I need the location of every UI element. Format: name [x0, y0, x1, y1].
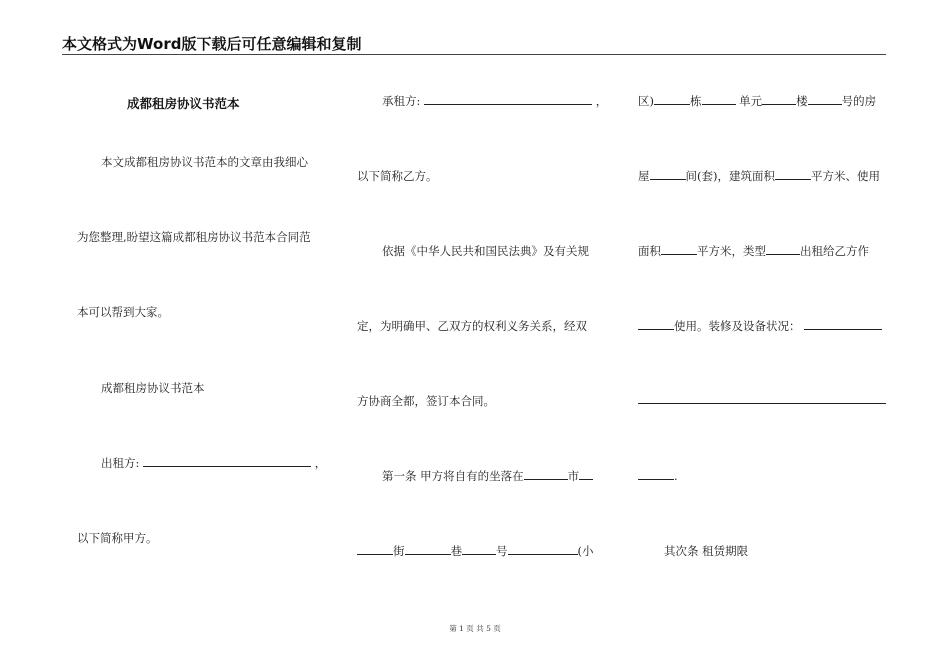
blank-condition-line-2: [638, 403, 886, 404]
article-1-text-b: 市: [567, 469, 580, 483]
blank-complex-name: [654, 93, 690, 105]
document-title: 成都租房协议书范本: [127, 96, 240, 111]
area-line: [638, 168, 880, 184]
intro-line-1: 本文成都租房协议书范本的文章由我细心: [101, 155, 308, 169]
lessor-end: ，: [314, 456, 327, 470]
article-1-text-f: (小: [577, 544, 594, 558]
lessor-line: [101, 455, 326, 471]
blank-number: [462, 543, 496, 555]
usage-text-b: 平方米，类型: [697, 244, 766, 258]
lessor-label: 出租方:: [101, 456, 140, 470]
address-text-b: 栋: [690, 94, 702, 108]
address-text-d: 楼: [796, 94, 808, 108]
area-text-b: 间(套)，建筑面积: [685, 169, 775, 183]
lessee-label: 承租方:: [382, 94, 421, 108]
address-text-e: 号的房: [841, 94, 877, 108]
area-text-a: 屋: [638, 169, 650, 183]
basis-line-3: 方协商全都，签订本合同。: [357, 394, 495, 408]
article-1-text-a: 第一条 甲方将自有的坐落在: [382, 469, 524, 483]
blank-city: [524, 468, 568, 480]
blank-usable-area: [661, 243, 697, 255]
header-title: 本文格式为Word版下载后可任意编辑和复制: [62, 35, 362, 53]
basis-line-2: 定，为明确甲、乙双方的权利义务关系，经双: [357, 319, 587, 333]
lessor-blank: [143, 455, 311, 467]
area-text-c: 平方米、使用: [810, 169, 880, 183]
lessee-alias: 以下简称乙方。: [357, 169, 438, 183]
blank-floor: [808, 93, 842, 105]
condition-text: 使用。装修及设备状况：: [674, 319, 801, 333]
condition-end-mark: .: [674, 469, 678, 483]
lessee-blank: [424, 93, 592, 105]
blank-lane: [405, 543, 451, 555]
lessee-line: [382, 93, 607, 109]
article-1-text-c: 街: [393, 544, 405, 558]
lessor-alias: 以下简称甲方。: [77, 531, 158, 545]
blank-street-name: [357, 543, 393, 555]
article-2-heading: 其次条 租赁期限: [664, 544, 749, 558]
address-text-c: 单元: [739, 94, 763, 108]
usage-text-a: 面积: [638, 244, 661, 258]
condition-line: [638, 318, 882, 334]
condition-line-end: [638, 468, 678, 483]
blank-purpose: [638, 318, 674, 330]
address-line: [638, 93, 876, 109]
basis-line-1: 依据《中华人民共和国民法典》及有关规: [382, 244, 589, 258]
usage-area-line: [638, 243, 869, 259]
article-1-text-e: 号: [496, 544, 508, 558]
usage-text-c: 出租给乙方作: [800, 244, 869, 258]
section-subtitle: 成都租房协议书范本: [101, 381, 205, 395]
intro-line-3: 本可以帮到大家。: [77, 305, 169, 319]
blank-building: [702, 93, 736, 105]
intro-line-2: 为您整理,盼望这篇成都租房协议书范本合同范: [77, 230, 311, 244]
blank-condition-end: [638, 468, 674, 480]
page-footer: 第 1 页 共 5 页: [449, 624, 501, 633]
article-1-line-2: [357, 543, 594, 559]
lessee-end: ，: [595, 94, 608, 108]
article-1-text-d: 巷: [450, 544, 462, 558]
blank-condition: [804, 318, 882, 330]
header-divider: [62, 54, 886, 55]
blank-unit: [762, 93, 796, 105]
article-1-line-1: [382, 468, 593, 484]
blank-type: [766, 243, 800, 255]
address-text-a: 区): [638, 94, 654, 108]
blank-complex: [508, 543, 578, 555]
blank-rooms: [650, 168, 686, 180]
blank-district: [579, 468, 593, 480]
blank-building-area: [775, 168, 811, 180]
